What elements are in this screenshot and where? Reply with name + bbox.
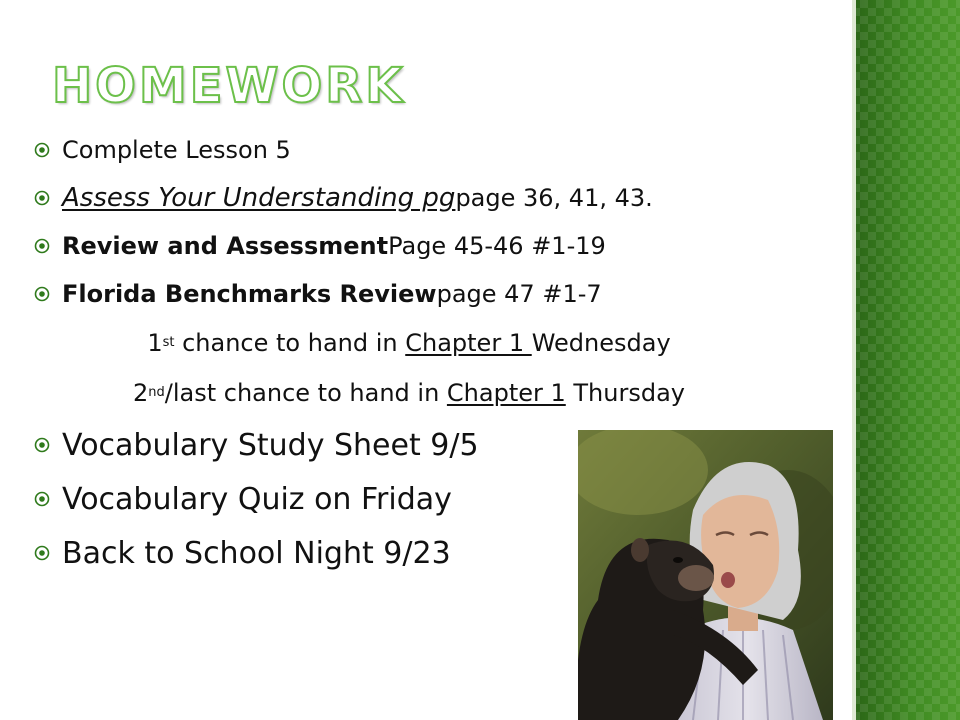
sub-item-text: chance to hand in xyxy=(174,329,406,357)
item-text: Vocabulary Quiz on Friday xyxy=(62,481,452,517)
item-text: Page 45-46 #1-19 xyxy=(388,232,606,260)
circled-dot-icon xyxy=(34,190,62,206)
sub-list-item: 1 st chance to hand in Chapter 1 Wednesday xyxy=(147,329,671,357)
list-item xyxy=(34,126,844,174)
photo xyxy=(578,430,833,720)
sub-item-text: /last chance to hand in xyxy=(164,379,447,407)
sub-item-number: 2 xyxy=(132,379,149,407)
circled-dot-icon xyxy=(34,238,62,254)
side-decoration-panel xyxy=(852,0,960,720)
circled-dot-icon xyxy=(34,491,62,507)
item-text: Complete Lesson 5 xyxy=(62,136,291,164)
slide-title: HOMEWORK xyxy=(52,58,406,114)
sub-item-number: 1 xyxy=(147,329,163,357)
chapter-link[interactable]: Chapter 1 xyxy=(405,329,532,357)
list-item xyxy=(34,222,844,270)
assess-link[interactable]: Assess Your Understanding pg xyxy=(62,183,456,213)
circled-dot-icon xyxy=(34,286,62,302)
circled-dot-icon xyxy=(34,437,62,453)
list-item xyxy=(34,270,844,318)
item-text: page 36, 41, 43. xyxy=(455,184,653,212)
item-bold-text: Florida Benchmarks Review xyxy=(62,280,437,308)
item-bold-text: Review and Assessment xyxy=(62,232,389,260)
item-text: page 47 #1-7 xyxy=(436,280,602,308)
circled-dot-icon xyxy=(34,142,62,158)
side-panel-edge xyxy=(852,0,856,720)
circled-dot-icon xyxy=(34,545,62,561)
item-text: Vocabulary Study Sheet 9/5 xyxy=(62,427,479,463)
sub-item-text: Thursday xyxy=(565,379,685,407)
sub-list-item: 2 nd /last chance to hand in Chapter 1 Thursday xyxy=(132,379,685,407)
item-text: Back to School Night 9/23 xyxy=(62,535,451,571)
chapter-link[interactable]: Chapter 1 xyxy=(446,379,566,407)
list-item xyxy=(34,174,844,222)
sub-item-text: Wednesday xyxy=(531,329,671,357)
